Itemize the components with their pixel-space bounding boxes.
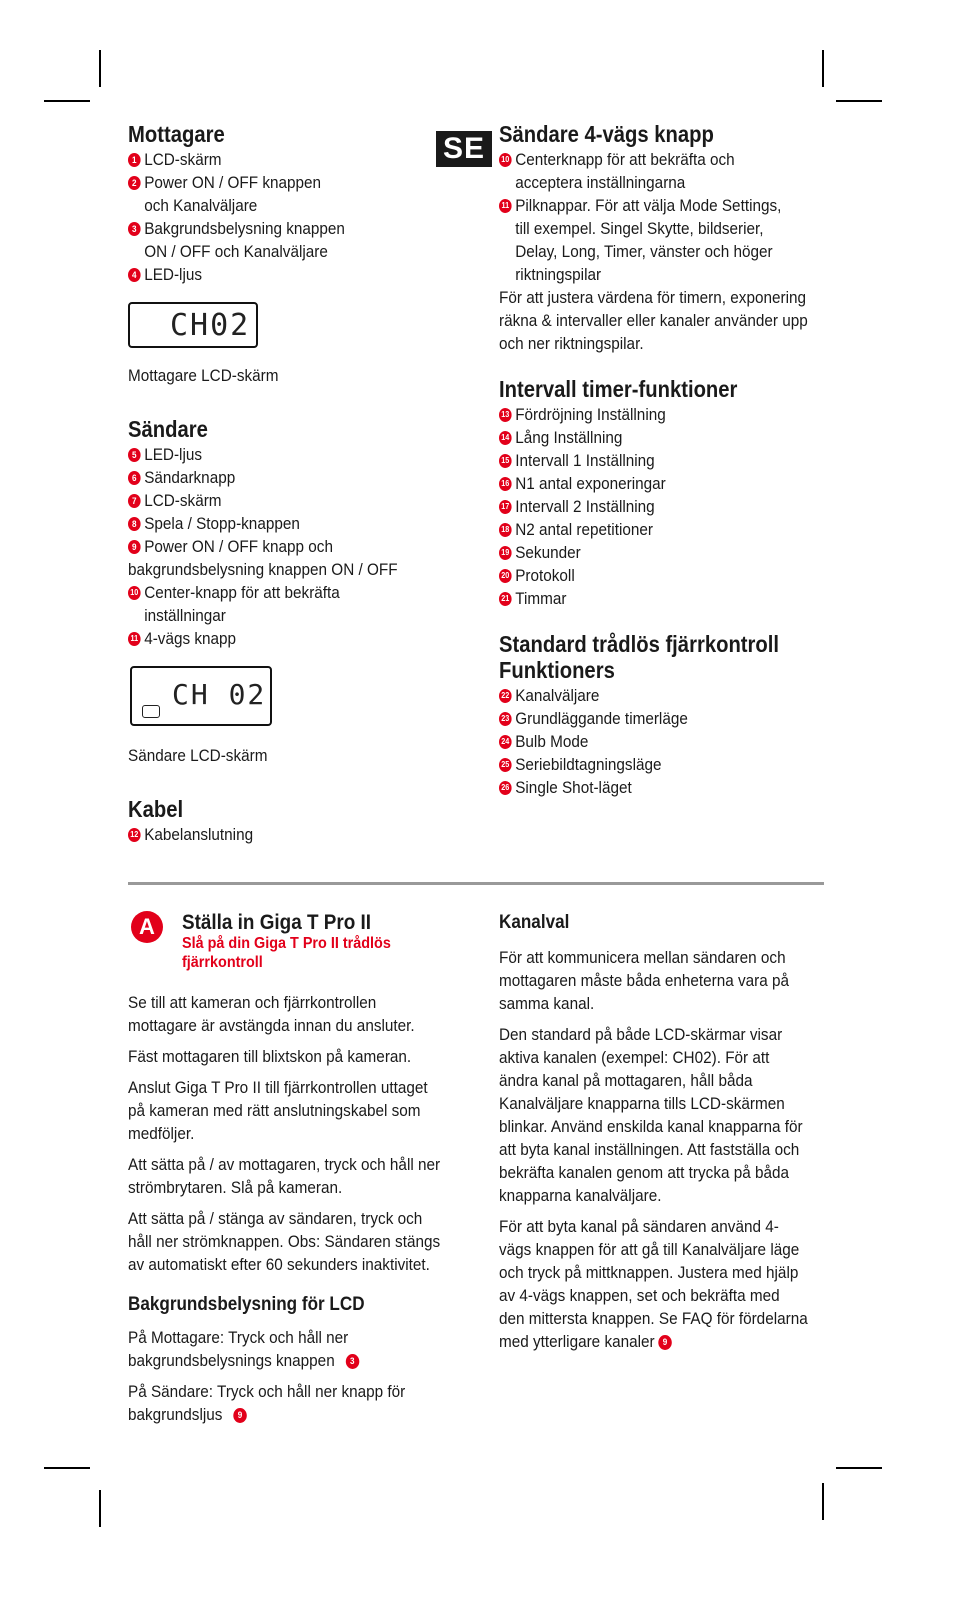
list-item	[499, 403, 829, 426]
section-sandare	[128, 417, 458, 767]
list-item	[499, 449, 829, 472]
section-a-body	[128, 991, 448, 1426]
item-number-icon: 4	[128, 268, 141, 282]
lcd-readout: CH 02	[172, 678, 267, 711]
left-column	[128, 122, 458, 846]
item-text: 4-vägs knapp	[144, 629, 237, 648]
paragraph-text: På Mottagare: Tryck och håll ner bakgrundsbelysnings knappen	[128, 1328, 349, 1370]
subsection-title: Bakgrundsbelysning för LCD	[128, 1294, 365, 1315]
paragraph: Anslut Giga T Pro II till fjärrkontrollen uttaget på kameran med rätt anslutningskabel som medföljer.	[128, 1078, 428, 1143]
caption: Mottagare LCD-skärm	[128, 366, 279, 385]
item-text: Power ON / OFF knappen	[144, 173, 322, 192]
list-item	[499, 541, 829, 564]
list-item	[128, 240, 458, 263]
section-divider	[128, 882, 824, 885]
item-number-icon: 11	[128, 632, 141, 646]
item-list	[499, 403, 829, 610]
item-number-icon: 3	[128, 222, 141, 236]
paragraph-group	[128, 991, 448, 1276]
list-item	[128, 627, 458, 650]
item-number-icon: 22	[499, 689, 512, 703]
list-item	[128, 217, 458, 240]
list-item	[128, 194, 458, 217]
item-number-icon: 8	[128, 517, 141, 531]
item-text: bakgrundsbelysning knappen ON / OFF	[128, 560, 398, 579]
item-text: riktningspilar	[515, 265, 602, 284]
item-number-icon: 24	[499, 735, 512, 749]
list-item	[128, 581, 458, 604]
item-text: till exempel. Singel Skytte, bildserier,	[515, 219, 764, 238]
item-number-icon: 14	[499, 431, 512, 445]
item-number-icon: 6	[128, 471, 141, 485]
list-item	[499, 564, 829, 587]
item-text: och Kanalväljare	[144, 196, 258, 215]
list-item	[499, 426, 829, 449]
paragraph: För att justera värdena för timern, exponering räkna & intervaller eller kanaler använder upp och ner riktningspilar.	[499, 288, 808, 353]
section-a	[182, 912, 452, 972]
step-a-badge: A	[131, 911, 163, 943]
list-item	[499, 730, 829, 753]
paragraph	[128, 1326, 448, 1372]
item-text: Single Shot-läget	[515, 778, 632, 797]
section-mottagare	[128, 122, 458, 387]
crop-mark	[836, 100, 882, 102]
section-subtitle: fjärrkontroll	[182, 954, 263, 971]
list-item	[128, 263, 458, 286]
item-text: Sändarknapp	[144, 468, 236, 487]
right-column	[499, 122, 829, 799]
item-number-icon: 10	[128, 586, 141, 600]
list-item	[499, 776, 829, 799]
section-standard	[499, 632, 829, 799]
crop-mark	[836, 1467, 882, 1469]
list-item	[128, 823, 458, 846]
list-item	[499, 171, 829, 194]
language-tag: SE	[436, 131, 492, 167]
item-text: ON / OFF och Kanalväljare	[144, 242, 328, 261]
list-item	[128, 512, 458, 535]
item-text: Timmar	[515, 589, 567, 608]
item-text: inställningar	[144, 606, 226, 625]
item-text: Centerknapp för att bekräfta och	[515, 150, 735, 169]
item-number-icon: 18	[499, 523, 512, 537]
crop-mark	[44, 1467, 90, 1469]
item-list	[499, 148, 829, 286]
list-item	[128, 171, 458, 194]
list-item	[128, 148, 458, 171]
paragraph: Att sätta på / stänga av sändaren, tryck och håll ner strömknappen. Obs: Sändaren stängs av automatiskt efter 60 sekunders inaktivitet.	[128, 1209, 441, 1274]
paragraph-text: På Sändare: Tryck och håll ner knapp för bakgrundsljus	[128, 1382, 406, 1424]
item-number-icon: 11	[499, 199, 512, 213]
item-number-icon: 2	[128, 176, 141, 190]
paragraph	[128, 1380, 448, 1426]
reference-number-icon: 9	[233, 1408, 247, 1423]
list-item	[499, 263, 829, 286]
section-title: Ställa in Giga T Pro II	[182, 911, 372, 934]
item-text: LED-ljus	[144, 445, 203, 464]
item-text: Fördröjning Inställning	[515, 405, 666, 424]
section-title: Mottagare	[128, 121, 225, 147]
item-text: Power ON / OFF knapp och	[144, 537, 333, 556]
list-item	[499, 472, 829, 495]
item-text: Intervall 2 Inställning	[515, 497, 655, 516]
list-item	[499, 148, 829, 171]
section-title: Kabel	[128, 796, 184, 822]
item-number-icon: 9	[128, 540, 141, 554]
section-title: Sändare	[128, 416, 208, 442]
list-item	[499, 753, 829, 776]
list-item	[499, 495, 829, 518]
item-text: Sekunder	[515, 543, 581, 562]
crop-mark	[99, 50, 101, 87]
item-text: Bakgrundsbelysning knappen	[144, 219, 345, 238]
receiver-lcd-display	[128, 302, 258, 348]
item-list	[128, 443, 458, 650]
item-number-icon: 7	[128, 494, 141, 508]
item-number-icon: 16	[499, 477, 512, 491]
item-list	[499, 684, 829, 799]
item-text: Spela / Stopp-knappen	[144, 514, 300, 533]
paragraph: Se till att kameran och fjärrkontrollen mottagare är avstängda innan du ansluter.	[128, 993, 415, 1035]
section-title: Funktioners	[499, 657, 615, 683]
item-text: Pilknappar. För att välja Mode Settings,	[515, 196, 782, 215]
list-item	[128, 558, 458, 581]
subsection-title: Kanalval	[499, 912, 570, 933]
item-number-icon: 26	[499, 781, 512, 795]
crop-mark	[44, 100, 90, 102]
caption: Sändare LCD-skärm	[128, 746, 268, 765]
item-number-icon: 20	[499, 569, 512, 583]
item-text: Grundläggande timerläge	[515, 709, 688, 728]
section-subtitle: Slå på din Giga T Pro II trådlös	[182, 935, 391, 952]
item-number-icon: 13	[499, 408, 512, 422]
paragraph: För att kommunicera mellan sändaren och mottagaren måste båda enheterna vara på samma kanal.	[499, 948, 790, 1013]
item-list	[128, 823, 458, 846]
list-item	[128, 443, 458, 466]
paragraph	[499, 1215, 809, 1353]
section-title: Sändare 4-vägs knapp	[499, 121, 714, 147]
item-list	[128, 148, 458, 286]
reference-number-icon: 3	[346, 1354, 360, 1369]
item-text: Center-knapp för att bekräfta	[144, 583, 340, 602]
crop-mark	[822, 1483, 824, 1520]
reference-number-icon: 9	[658, 1335, 672, 1350]
section-title: Intervall timer-funktioner	[499, 376, 738, 402]
list-item	[128, 489, 458, 512]
item-number-icon: 12	[128, 828, 141, 842]
list-item	[499, 240, 829, 263]
paragraph-text: För att byta kanal på sändaren använd 4-vägs knappen för att gå till Kanalväljare läge och tryck på mittknappen. Justera med hjälp av 4-vägs knappen, set och bekräfta med den mittersta knappen. Se FAQ för fördelarna med ytterligare kanaler	[499, 1217, 808, 1351]
section-intervall	[499, 377, 829, 610]
paragraph: Att sätta på / av mottagaren, tryck och håll ner strömbrytaren. Slå på kameran.	[128, 1155, 441, 1197]
item-number-icon: 23	[499, 712, 512, 726]
list-item	[128, 604, 458, 627]
item-number-icon: 1	[128, 153, 141, 167]
section-kabel	[128, 797, 458, 846]
lcd-readout: CH02	[170, 308, 251, 343]
item-text: Delay, Long, Timer, vänster och höger	[515, 242, 773, 261]
item-number-icon: 17	[499, 500, 512, 514]
crop-mark	[99, 1490, 101, 1527]
list-item	[499, 217, 829, 240]
list-item	[499, 707, 829, 730]
item-text: N2 antal repetitioner	[515, 520, 653, 539]
list-item	[128, 535, 458, 558]
item-text: Kabelanslutning	[144, 825, 254, 844]
list-item	[128, 466, 458, 489]
section-sandare-4vags	[499, 122, 829, 355]
paragraph: Fäst mottagaren till blixtskon på kameran.	[128, 1047, 412, 1066]
item-number-icon: 19	[499, 546, 512, 560]
item-text: LCD-skärm	[144, 491, 222, 510]
item-text: Lång Inställning	[515, 428, 623, 447]
item-text: Protokoll	[515, 566, 575, 585]
item-number-icon: 21	[499, 592, 512, 606]
item-text: LCD-skärm	[144, 150, 222, 169]
list-item	[499, 684, 829, 707]
section-title: Standard trådlös fjärrkontroll	[499, 631, 780, 657]
item-text: Intervall 1 Inställning	[515, 451, 655, 470]
item-text: N1 antal exponeringar	[515, 474, 666, 493]
item-text: acceptera inställningarna	[515, 173, 686, 192]
item-text: Bulb Mode	[515, 732, 589, 751]
section-kanalval	[499, 912, 809, 1353]
item-number-icon: 5	[128, 448, 141, 462]
item-number-icon: 25	[499, 758, 512, 772]
lcd-indicator	[142, 705, 160, 718]
transmitter-lcd-display	[130, 666, 272, 726]
item-text: Kanalväljare	[515, 686, 600, 705]
item-text: Seriebildtagningsläge	[515, 755, 662, 774]
list-item	[499, 194, 829, 217]
paragraph: Den standard på både LCD-skärmar visar aktiva kanalen (exempel: CH02). För att ändra kanal på mottagaren, håll båda Kanalväljare knapparna tills LCD-skärmen blinkar. Använd enskilda kanal knapparna för att byta kanal inställningen. Att fastställa och bekräfta kanalen genom att trycka på båda knapparna kanalväljare.	[499, 1025, 803, 1205]
list-item	[499, 587, 829, 610]
item-text: LED-ljus	[144, 265, 203, 284]
list-item	[499, 518, 829, 541]
item-number-icon: 15	[499, 454, 512, 468]
item-number-icon: 10	[499, 153, 512, 167]
crop-mark	[822, 50, 824, 87]
